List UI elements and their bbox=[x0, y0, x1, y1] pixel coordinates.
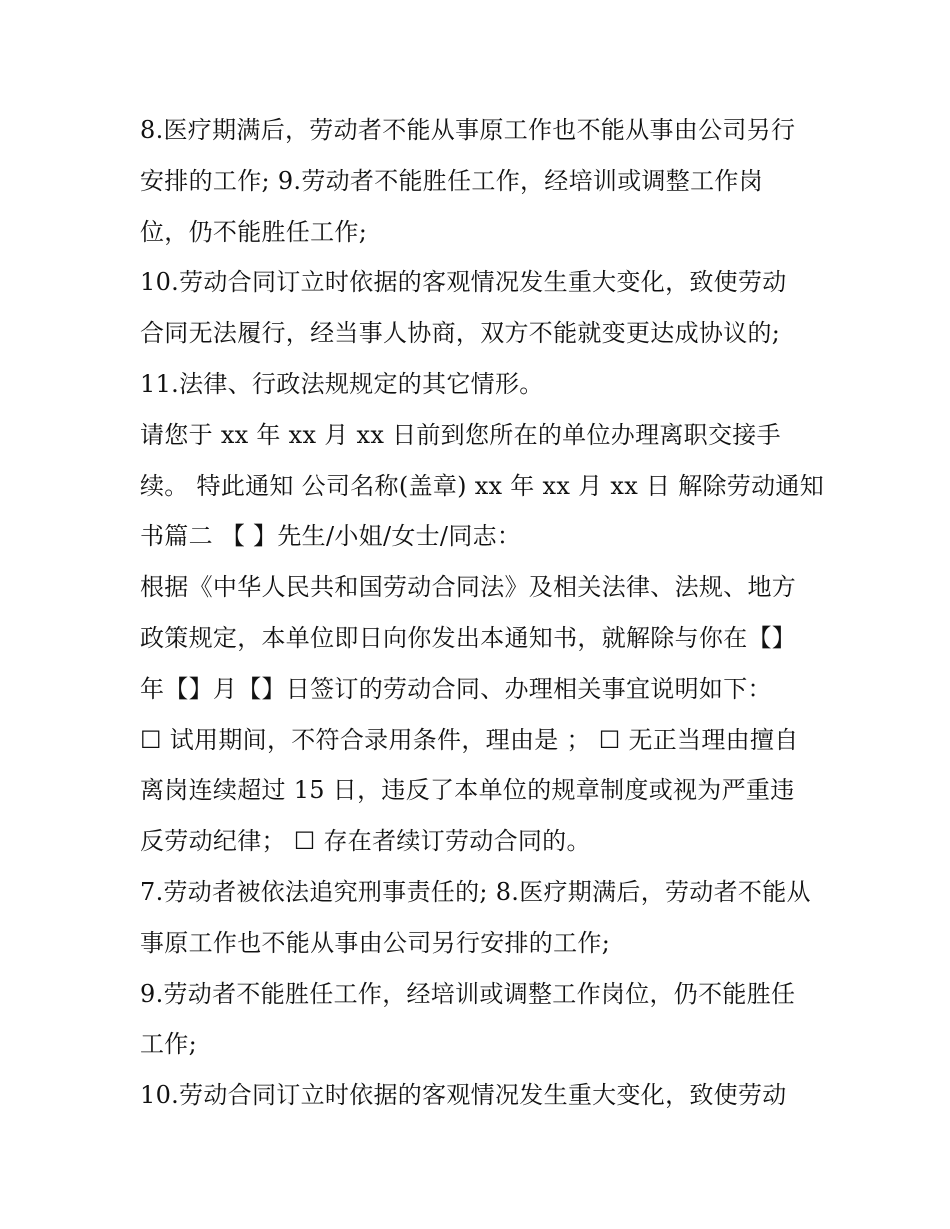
text-line: 合同无法履行，经当事人协商，双方不能就变更达成协议的; bbox=[140, 319, 781, 348]
text-line: 请您于 xx 年 xx 月 xx 日前到您所在的单位办理离职交接手 bbox=[140, 420, 781, 449]
text-line: 根据《中华人民共和国劳动合同法》及相关法律、法规、地方 bbox=[140, 573, 797, 602]
text-line: 离岗连续超过 15 日，违反了本单位的规章制度或视为严重违 bbox=[140, 776, 795, 805]
text-line: 事原工作也不能从事由公司另行安排的工作; bbox=[140, 928, 611, 957]
text-line: 政策规定，本单位即日向你发出本通知书，就解除与你在【】 bbox=[140, 623, 797, 652]
text-line: 10.劳动合同订立时依据的客观情况发生重大变化，致使劳动 bbox=[140, 268, 787, 297]
text-line: 10.劳动合同订立时依据的客观情况发生重大变化，致使劳动 bbox=[140, 1081, 787, 1110]
text-line: 安排的工作; 9.劳动者不能胜任工作，经培训或调整工作岗 bbox=[140, 166, 764, 195]
text-line: 反劳动纪律； ☐ 存在者续订劳动合同的。 bbox=[140, 827, 591, 856]
text-line: 8.医疗期满后，劳动者不能从事原工作也不能从事由公司另行 bbox=[140, 116, 796, 144]
text-line: 工作; bbox=[140, 1030, 197, 1059]
text-line: 7.劳动者被依法追究刑事责任的; 8.医疗期满后，劳动者不能从 bbox=[140, 877, 811, 906]
text-line: 年【】月【】日签订的劳动合同、办理相关事宜说明如下： bbox=[140, 674, 772, 703]
text-line: ☐ 试用期间，不符合录用条件，理由是 ； ☐ 无正当理由擅自 bbox=[140, 725, 799, 754]
text-line: 位，仍不能胜任工作; bbox=[140, 217, 368, 246]
text-line: 9.劳动者不能胜任工作，经培训或调整工作岗位，仍不能胜任 bbox=[140, 979, 796, 1008]
text-line: 11.法律、行政法规规定的其它情形。 bbox=[140, 369, 544, 398]
document-body bbox=[140, 105, 824, 1121]
text-line: 续。 特此通知 公司名称(盖章) xx 年 xx 月 xx 日 解除劳动通知 bbox=[140, 471, 824, 500]
text-line: 书篇二 【 】先生/小姐/女士/同志： bbox=[140, 522, 522, 551]
